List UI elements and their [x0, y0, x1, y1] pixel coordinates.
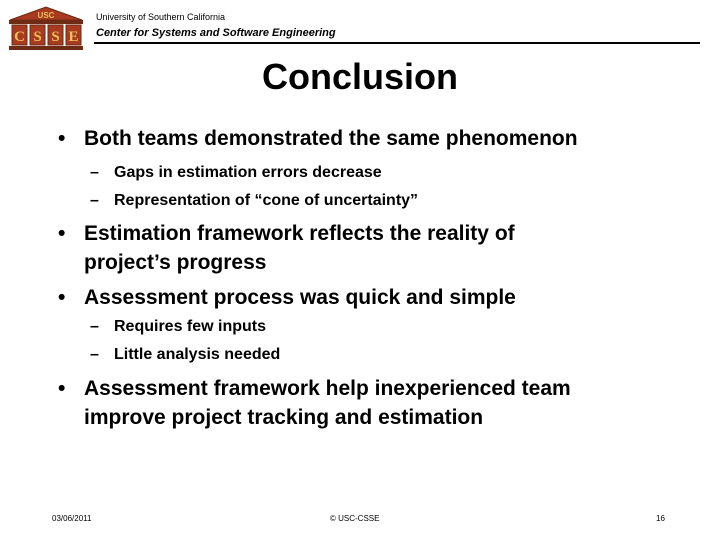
sub-bullet-text: Requires few inputs [114, 318, 267, 335]
center-name: Center for Systems and Software Engineering [96, 27, 336, 39]
logo-columns [12, 25, 81, 45]
sub-bullet-text: Representation of “cone of uncertainty” [114, 192, 419, 209]
bullet-text: project’s progress [84, 251, 267, 274]
footer-copyright: © USC-CSSE [330, 514, 380, 523]
sub-bullet-dash: – [90, 346, 99, 363]
footer-date: 03/06/2011 [52, 514, 92, 523]
bullet-dot: • [58, 377, 66, 400]
bullet-text: Both teams demonstrated the same phenomenon [84, 127, 578, 150]
bullet-dot: • [58, 286, 66, 309]
bullet-text: improve project tracking and estimation [84, 406, 484, 429]
header-divider [94, 42, 700, 44]
sub-bullet-text: Little analysis needed [114, 346, 281, 363]
bullet-dot: • [58, 222, 66, 245]
bullet-dot: • [58, 127, 66, 150]
logo-letter: C [14, 29, 25, 45]
bullet-text: Estimation framework reflects the reality of [84, 222, 515, 245]
sub-bullet-dash: – [90, 192, 99, 209]
logo-letter: S [33, 29, 42, 45]
bullet-text: Assessment process was quick and simple [84, 286, 516, 309]
logo-letter: S [51, 29, 60, 45]
sub-bullet-text: Gaps in estimation errors decrease [114, 164, 382, 181]
bullet-text: Assessment framework help inexperienced team [84, 377, 571, 400]
logo-letter: E [68, 29, 79, 45]
sub-bullet-dash: – [90, 164, 99, 181]
slide-title: Conclusion [262, 56, 458, 97]
sub-bullet-dash: – [90, 318, 99, 335]
footer-page-number: 16 [656, 514, 665, 523]
logo-usc-text: USC [37, 11, 55, 20]
usc-csse-logo [6, 6, 86, 52]
university-name: University of Southern California [96, 12, 226, 22]
